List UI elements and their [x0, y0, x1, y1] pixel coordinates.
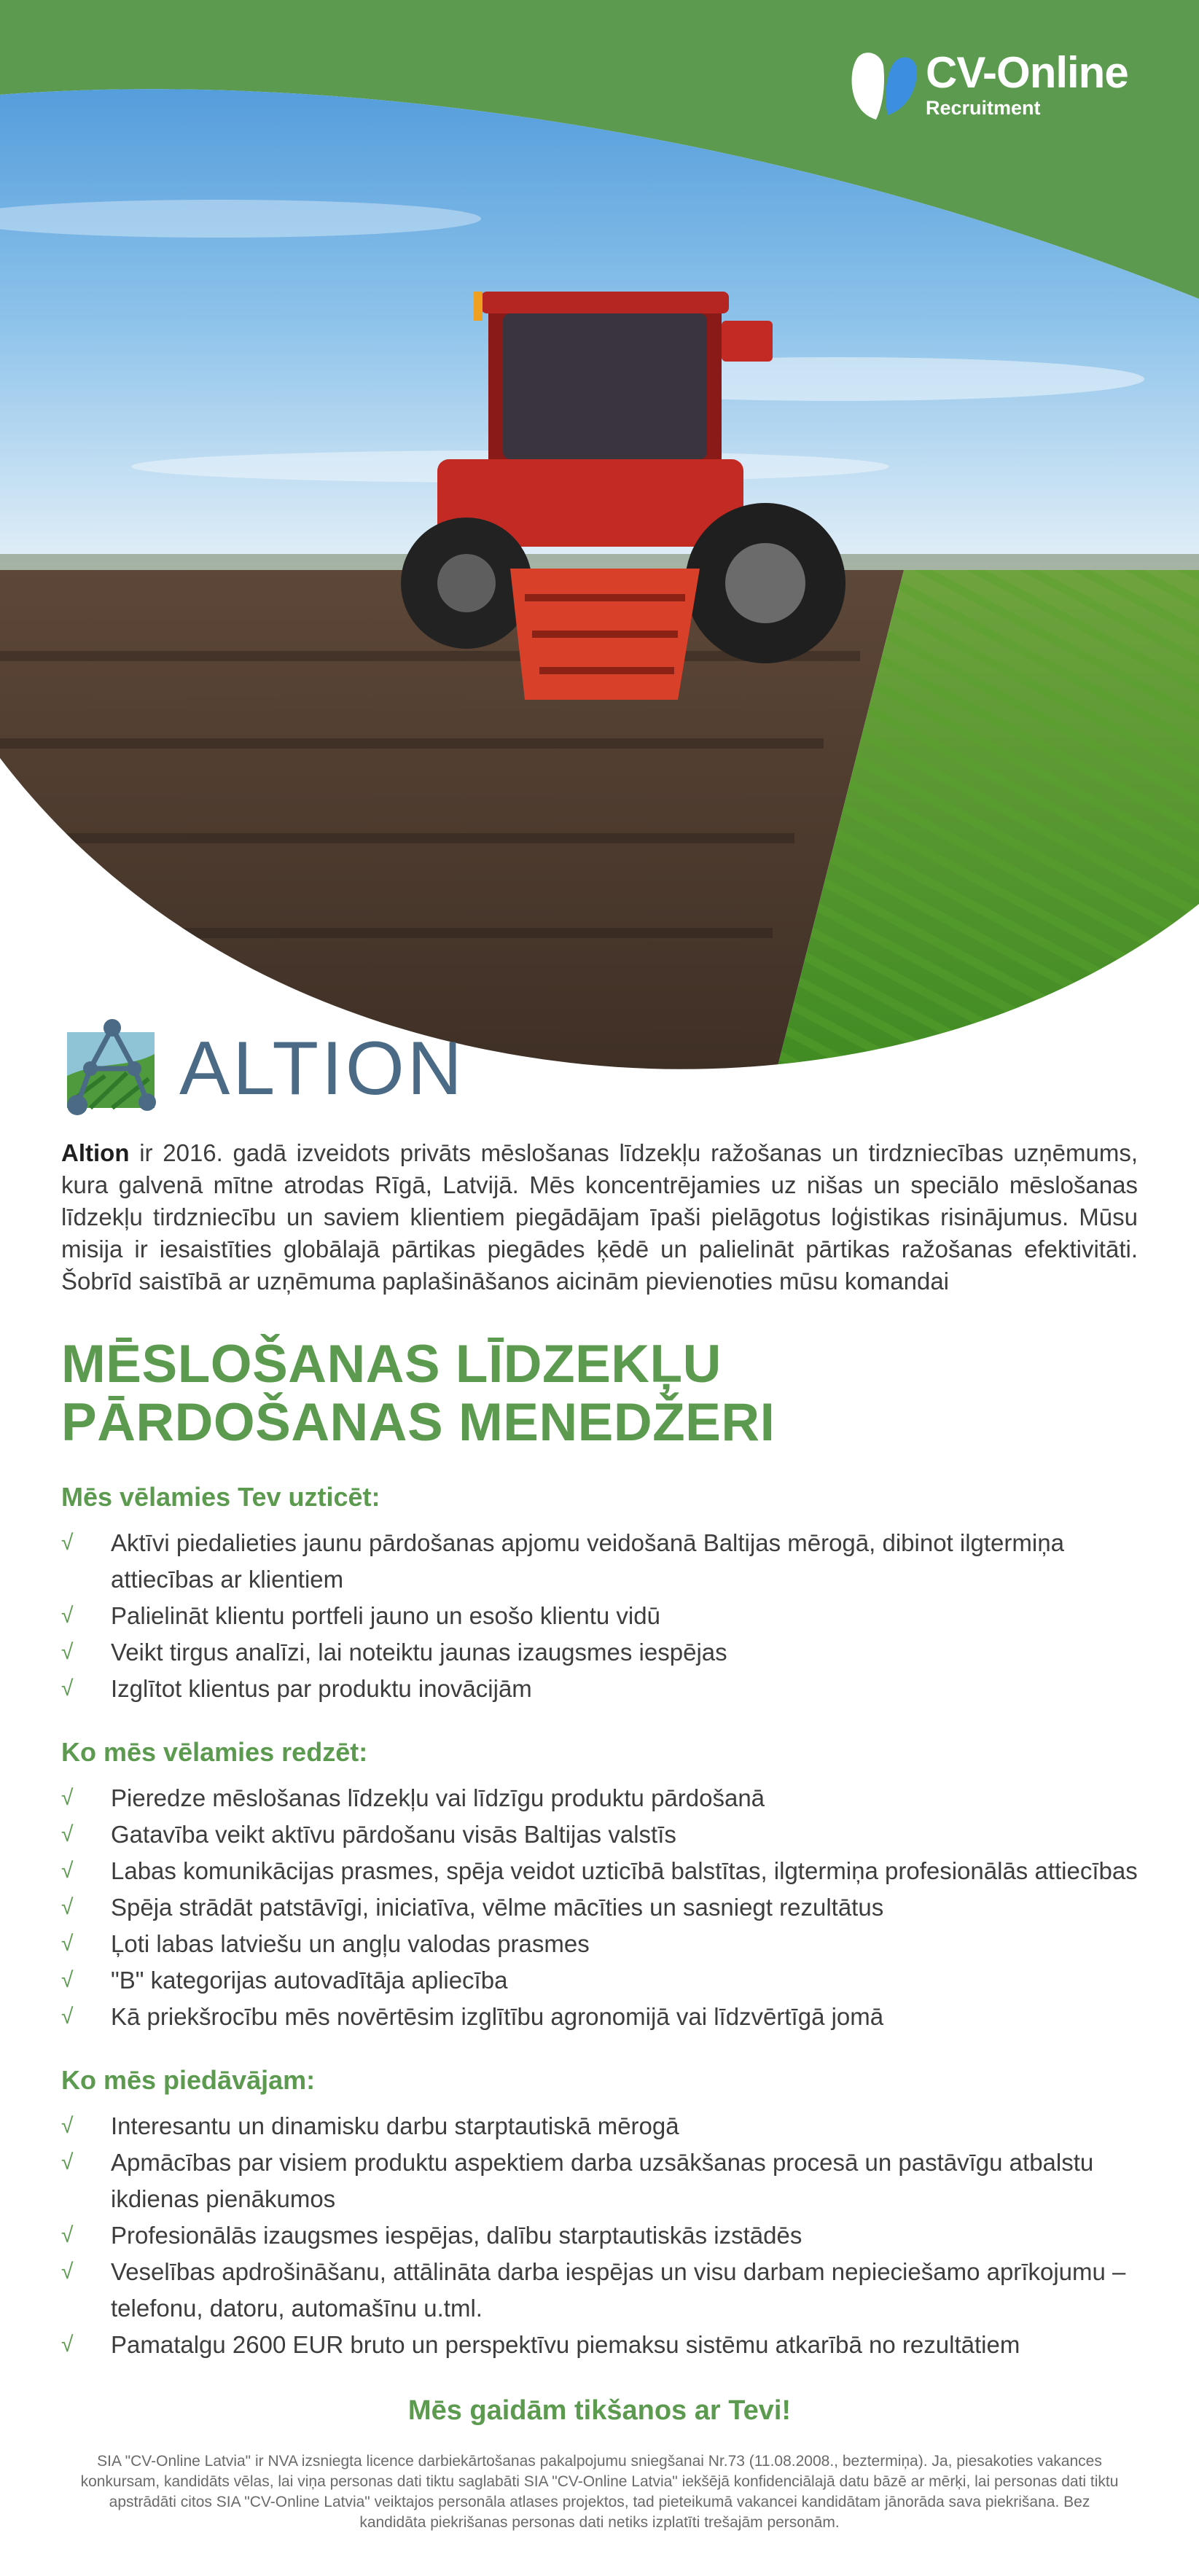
section-heading-offer: Ko mēs piedāvājam:: [61, 2065, 316, 2095]
list-item: [61, 1926, 1138, 1962]
list-item-text: Veselības apdrošināšanu, attālināta darba iespējas un visu darbam nepieciešamo aprīkojumu – telefonu, datoru, automašīnu u.tml.: [111, 2258, 1126, 2322]
check-icon: √: [61, 1822, 74, 1846]
check-icon: √: [61, 1932, 74, 1956]
list-item-text: Ļoti labas latviešu un angļu valodas prasmes: [111, 1930, 590, 1957]
list-item: [61, 2254, 1138, 2327]
company-intro: [61, 1137, 1138, 1297]
list-item-text: Izglītot klientus par produktu inovācijām: [111, 1675, 532, 1702]
cv-online-mark-icon: [847, 50, 918, 122]
hero-banner: [0, 0, 1199, 1086]
check-icon: √: [61, 1968, 74, 1992]
altion-emblem-icon: [61, 1018, 163, 1120]
check-icon: √: [61, 2260, 74, 2284]
section-heading-responsibilities: Mēs vēlamies Tev uzticēt:: [61, 1482, 380, 1512]
check-icon: √: [61, 1531, 74, 1555]
list-item-text: Palielināt klientu portfeli jauno un esošo klientu vidū: [111, 1602, 660, 1629]
list-item: [61, 1962, 1138, 1999]
list-item-text: Gatavība veikt aktīvu pārdošanu visās Baltijas valstīs: [111, 1821, 676, 1848]
list-item-text: Profesionālās izaugsmes iespējas, dalību starptautiskās izstādēs: [111, 2222, 802, 2249]
list-item-text: Spēja strādāt patstāvīgi, iniciatīva, vēlme mācīties un sasniegt rezultātus: [111, 1894, 884, 1921]
list-item: [61, 1671, 1138, 1707]
list-item: [61, 1780, 1138, 1816]
check-icon: √: [61, 2150, 74, 2174]
list-item: [61, 2217, 1138, 2254]
cv-online-logo: [847, 50, 1128, 122]
list-item-text: Pieredze mēslošanas līdzekļu vai līdzīgu produktu pārdošanā: [111, 1784, 765, 1811]
job-ad-content: [61, 1137, 1138, 2533]
check-icon: √: [61, 1604, 74, 1628]
list-item-text: Veikt tirgus analīzi, lai noteiktu jaunas izaugsmes iespējas: [111, 1639, 727, 1666]
section-heading-requirements: Ko mēs vēlamies redzēt:: [61, 1737, 368, 1767]
check-icon: √: [61, 2005, 74, 2029]
list-item-text: Pamatalgu 2600 EUR bruto un perspektīvu piemaksu sistēmu atkarībā no rezultātiem: [111, 2331, 1020, 2358]
requirements-list: [61, 1780, 1138, 2035]
check-icon: √: [61, 1640, 74, 1664]
job-title-line-2: PĀRDOŠANAS MENEDŽERI: [61, 1393, 776, 1452]
list-item: [61, 2108, 1138, 2144]
list-item-text: Kā priekšrocību mēs novērtēsim izglītību agronomijā vai līdzvērtīgā jomā: [111, 2003, 884, 2030]
list-item: [61, 2144, 1138, 2217]
job-title: [61, 1335, 1138, 1452]
list-item: [61, 1853, 1138, 1889]
legal-notice: SIA "CV-Online Latvia" ir NVA izsniegta licence darbiekārtošanas pakalpojumu sniegšanai Nr.73 (11.08.2008., beztermiņa). Ja, piesakoties vakances konkursam, kandidāts vēlas, lai viņa personas dati tiktu saglabāti SIA "CV-Online Latvia" iekšējā konfidenciālajā datu bāzē ar mērķi, lai personas dati tiktu apstrādāti citos SIA "CV-Online Latvia" veiktajos personāla atlases projektos, tad pieteikumā vakancei kandidātam jānorāda sava piekrišana. Bez kandidāta piekrišanas personas dati netiks izplatīti trešajām personām.: [80, 2453, 1119, 2531]
list-item-text: Apmācības par visiem produktu aspektiem darba uzsākšanas procesā un pastāvīgu atbalstu ikdienas pienākumos: [111, 2149, 1094, 2212]
job-title-line-1: MĒSLOŠANAS LĪDZEKĻU: [61, 1335, 722, 1394]
list-item-text: "B" kategorijas autovadītāja apliecība: [111, 1967, 508, 1994]
check-icon: √: [61, 2223, 74, 2247]
list-item: [61, 1816, 1138, 1853]
altion-wordmark: ALTION: [179, 1026, 465, 1111]
company-intro-text: ir 2016. gadā izveidots privāts mēslošanas līdzekļu ražošanas un tirdzniecības uzņēmums, kura galvenā mītne atrodas Rīgā, Latvijā. Mēs koncentrējamies uz nišas un speciālo mēslošanas līdzekļu tirdzniecību un saviem klientiem piegādājam īpaši pielāgotus loģistikas risinājumus. Mūsu misija ir iesaistīties globālajā pārtikas piegādes ķēdē un palielināt pārtikas ražošanas efektivitāti. Šobrīd saistībā ar uzņēmuma paplašināšanos aicinām pievienoties mūsu komandai: [61, 1139, 1138, 1295]
cv-online-brand-sub: Recruitment: [926, 97, 1041, 119]
check-icon: √: [61, 1786, 74, 1810]
offer-list: [61, 2108, 1138, 2363]
list-item: [61, 1634, 1138, 1671]
list-item: [61, 1889, 1138, 1926]
check-icon: √: [61, 1677, 74, 1701]
list-item: [61, 1999, 1138, 2035]
closing-line: Mēs gaidām tikšanos ar Tevi!: [407, 2395, 792, 2426]
check-icon: √: [61, 1895, 74, 1919]
check-icon: √: [61, 1859, 74, 1883]
company-name: Altion: [61, 1139, 130, 1166]
list-item: [61, 1598, 1138, 1634]
list-item-text: Interesantu un dinamisku darbu starptautiskā mērogā: [111, 2112, 679, 2139]
list-item-text: Aktīvi piedalieties jaunu pārdošanas apjomu veidošanā Baltijas mērogā, dibinot ilgtermiņa attiecības ar klientiem: [111, 1529, 1064, 1593]
list-item: [61, 2327, 1138, 2363]
list-item-text: Labas komunikācijas prasmes, spēja veidot uzticībā balstītas, ilgtermiņa profesionālās attiecības: [111, 1857, 1138, 1884]
check-icon: √: [61, 2114, 74, 2138]
check-icon: √: [61, 2333, 74, 2357]
responsibilities-list: [61, 1525, 1138, 1707]
list-item: [61, 1525, 1138, 1598]
altion-logo: [61, 1018, 465, 1120]
cv-online-brand-name: CV-Online: [926, 48, 1128, 97]
